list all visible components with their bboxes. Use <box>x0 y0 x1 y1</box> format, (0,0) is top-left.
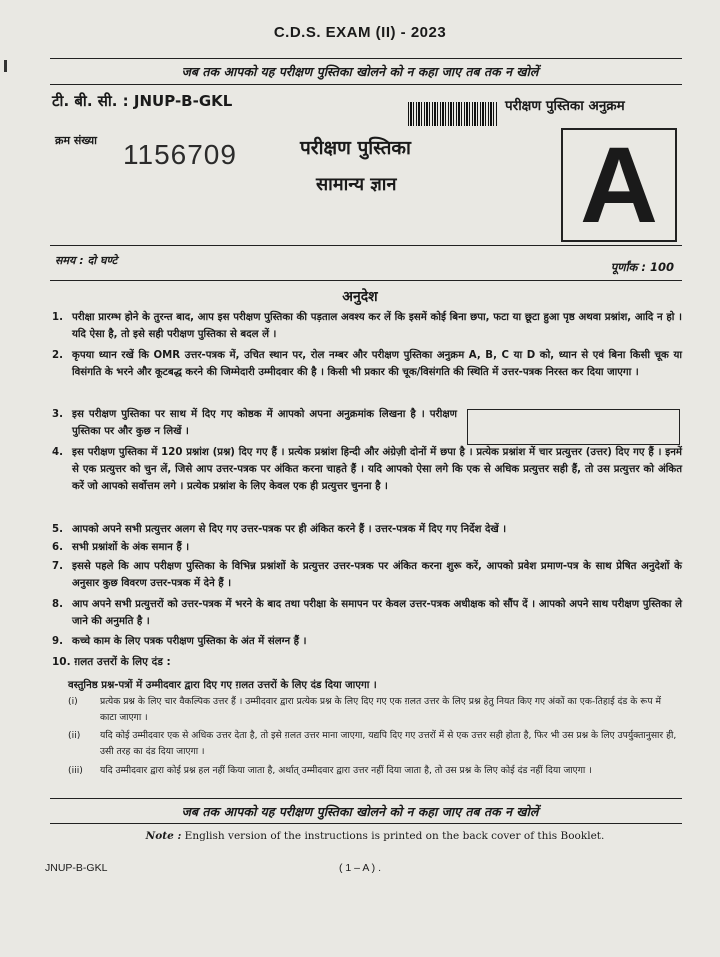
instruction-item <box>52 539 682 556</box>
divider <box>50 798 682 799</box>
item-text: कच्चे काम के लिए पत्रक परीक्षण पुस्तिका के अंत में संलग्न हैं । <box>72 636 307 647</box>
item-number: 5. <box>52 524 63 535</box>
item-number: 2. <box>52 350 63 361</box>
subject-title: सामान्य ज्ञान <box>316 174 397 195</box>
series-box <box>561 124 677 245</box>
banner-top: जब तक आपको यह परीक्षण पुस्तिका खोलने को न कहा जाए तब तक न खोलें <box>181 64 539 79</box>
divider <box>50 245 682 246</box>
divider <box>50 280 682 281</box>
item-text: इससे पहले कि आप परीक्षण पुस्तिका के विभिन्न प्रश्नांशों के प्रत्युत्तर उत्तर-पत्रक पर अंकित करना शुरू करें, आपको प्रवेश प्रमाण-पत्र के साथ प्रेषित अनुदेशों के अनुसार कुछ विवरण उत्तर-पत्रक में देने हैं । <box>72 561 682 589</box>
tbc-code: टी. बी. सी. : JNUP-B-GKL <box>52 92 233 110</box>
barcode <box>408 102 498 126</box>
max-marks: पूर्णांक : 100 <box>610 260 674 274</box>
item-text: इस परीक्षण पुस्तिका पर साथ में दिए गए कोष्ठक में आपको अपना अनुक्रमांक लिखना है । परीक्षण पुस्तिका पर और कुछ न लिखें । <box>72 409 457 437</box>
item-number: 8. <box>52 599 63 610</box>
penalty-title: 10. ग़लत उत्तरों के लिए दंड : <box>52 656 171 668</box>
item-text: कृपया ध्यान रखें कि OMR उत्तर-पत्रक में, उचित स्थान पर, रोल नम्बर और परीक्षण पुस्तिका अनुक्रम A, B, C या D को, ध्यान से एवं बिना किसी चूक या विसंगति के भरने और कूटबद्ध करने की जिम्मेदारी उम्मीदवार की है । किसी भी प्रकार की चूक/विसंगति की स्थिति में उत्तर-पत्रक निरस्त कर दिया जाएगा । <box>72 350 682 378</box>
instruction-item <box>52 309 682 343</box>
banner-bottom: जब तक आपको यह परीक्षण पुस्तिका खोलने को न कहा जाए तब तक न खोलें <box>181 804 539 819</box>
item-text: इस परीक्षण पुस्तिका में 120 प्रश्नांश (प्रश्न) दिए गए हैं । प्रत्येक प्रश्नांश हिन्दी और अंग्रेज़ी दोनों में छपा है । प्रत्येक प्रश्नांश में चार प्रत्युत्तर (उत्तर) दिए गए हैं । इनमें से एक प्रत्युत्तर को चुन लें, जिसे आप उत्तर-पत्रक पर अंकित करना चाहते हैं । यदि आपको ऐसा लगे कि एक से अधिक प्रत्युत्तर सही हैं, तो उस प्रत्युत्तर को अंकित करें जो आपको सर्वोत्तम लगे । प्रत्येक प्रश्नांश के लिए केवल एक ही प्रत्युत्तर चुनना है । <box>72 447 682 492</box>
item-text: आप अपने सभी प्रत्युत्तरों को उत्तर-पत्रक में भरने के बाद तथा परीक्षा के समापन पर केवल उत्तर-पत्रक अधीक्षक को सौंप दें । आपको अपने साथ परीक्षण पुस्तिका ले जाने की अनुमति है । <box>72 599 682 627</box>
penalty-item-number: (i) <box>68 696 78 707</box>
divider <box>50 58 682 59</box>
instruction-item <box>52 558 682 592</box>
item-text: परीक्षा प्रारम्भ होने के तुरन्त बाद, आप इस परीक्षण पुस्तिका की पड़ताल अवश्य कर लें कि इसमें कोई बिना छपा, फटा या छूटा हुआ पृष्ठ अथवा प्रश्नांश, आदि न हो । यदि ऐसा है, तो इसे सही परीक्षण पुस्तिका से बदल लें । <box>72 312 682 340</box>
item-number: 1. <box>52 312 63 323</box>
instruction-item <box>52 596 682 630</box>
instruction-item <box>52 406 457 440</box>
item-number: 3. <box>52 409 63 420</box>
item-number: 7. <box>52 561 63 572</box>
penalty-item-number: (ii) <box>68 730 81 741</box>
item-number: 9. <box>52 636 63 647</box>
penalty-item <box>68 763 678 779</box>
penalty-intro: वस्तुनिष्ठ प्रश्न-पत्रों में उम्मीदवार द्वारा दिए गए ग़लत उत्तरों के लिए दंड दिया जाएगा । <box>68 680 377 691</box>
penalty-item <box>68 694 678 726</box>
divider <box>50 823 682 824</box>
divider <box>50 84 682 85</box>
instructions-heading: अनुदेश <box>342 289 378 305</box>
note-label: Note : <box>145 830 182 842</box>
penalty-item-text: यदि कोई उम्मीदवार एक से अधिक उत्तर देता है, तो इसे ग़लत उत्तर माना जाएगा, यद्यपि दिए गए उत्तरों में से एक उत्तर सही होता है, फिर भी उस प्रश्न के लिए उपर्युक्तानुसार ही, उसी तरह का दंड दिया जाएगा । <box>100 730 677 757</box>
time-allowed: समय : दो घण्टे <box>55 254 118 267</box>
series-label: परीक्षण पुस्तिका अनुक्रम <box>505 98 625 114</box>
penalty-item-text: प्रत्येक प्रश्न के लिए चार वैकल्पिक उत्तर हैं । उम्मीदवार द्वारा प्रत्येक प्रश्न के लिए दिए गए एक ग़लत उत्तर के लिए प्रश्न हेतु नियत किए गए अंकों का एक-तिहाई दंड के रूप में काटा जाएगा । <box>100 696 662 723</box>
instruction-item <box>52 521 682 538</box>
item-text: आपको अपने सभी प्रत्युत्तर अलग से दिए गए उत्तर-पत्रक पर ही अंकित करने हैं । उत्तर-पत्रक में दिए गए निर्देश देखें । <box>72 524 507 535</box>
exam-title: C.D.S. EXAM (II) - 2023 <box>273 24 447 41</box>
penalty-item-number: (iii) <box>68 765 83 776</box>
instruction-item <box>52 633 682 650</box>
booklet-title: परीक्षण पुस्तिका <box>300 137 411 159</box>
item-number: 4. <box>52 447 63 458</box>
english-version-note <box>0 830 720 842</box>
item-text: सभी प्रश्नांशों के अंक समान हैं । <box>72 542 190 553</box>
penalty-item <box>68 728 678 760</box>
series-letter: A <box>580 124 658 245</box>
note-text: English version of the instructions is printed on the back cover of this Booklet. <box>184 830 605 842</box>
instruction-item <box>52 444 682 495</box>
serial-number: 1156709 <box>123 139 237 170</box>
roll-number-box[interactable] <box>467 409 680 445</box>
footer-code: JNUP-B-GKL <box>45 862 108 874</box>
item-number: 6. <box>52 542 63 553</box>
page-number: ( 1 – A ) . <box>338 862 382 874</box>
serial-label: क्रम संख्या <box>55 134 97 147</box>
penalty-item-text: यदि उम्मीदवार द्वारा कोई प्रश्न हल नहीं किया जाता है, अर्थात् उम्मीदवार द्वारा उत्तर नहीं दिया जाता है, तो उस प्रश्न के लिए कोई दंड नहीं दिया जाएगा । <box>100 765 592 776</box>
instruction-item <box>52 347 682 381</box>
